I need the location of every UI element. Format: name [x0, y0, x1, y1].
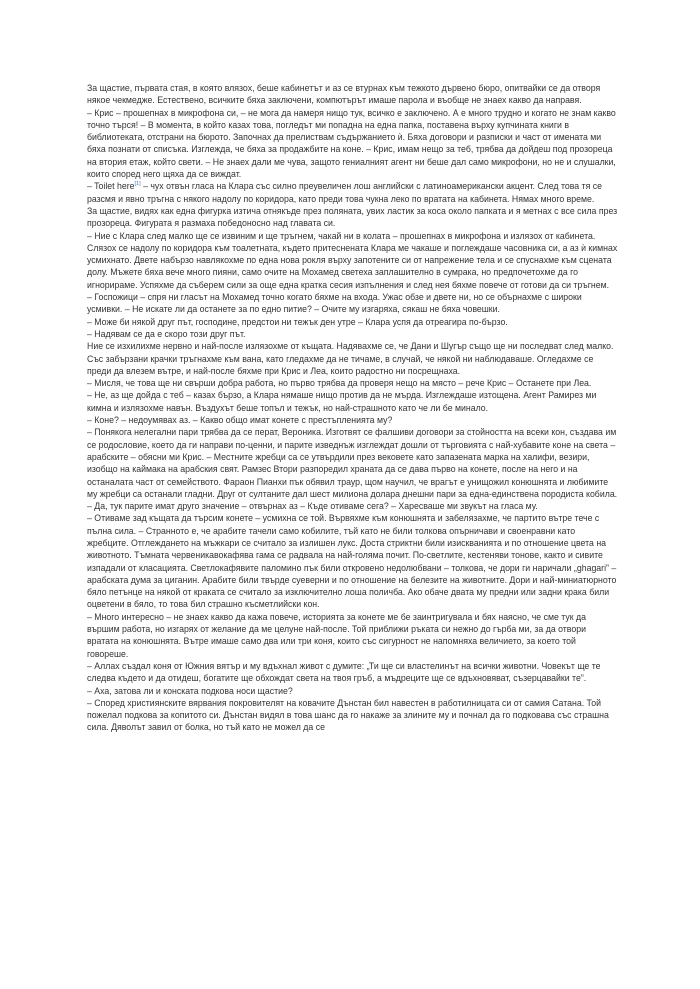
paragraph-1: За щастие, първата стая, в която влязох, беше кабинетът и аз се втурнах към тежкото дървено бюро, опитвайки се да отворя някое чекмедже. Естествено, всичките бяха заключени, компютърът имаше парола и въобще не знаех какво да направя.	[87, 83, 601, 106]
paragraph-16: – Много интересно – не знаех какво да кажа повече, историята за конете ме бе заинтригувала и бях наясно, че сме тук да вършим работа, но изгарях от желание да ме целуне най-после. Той приближи ръката си нежно до гърба ми, за да отвори вратата на конюшнята. Вътре имаше само два или три коня, които със сигурност не напомняха величието, за което той говореше.	[87, 611, 586, 659]
paragraph-11: – Не, аз ще дойда с теб – казах бързо, а Клара нямаше нищо против да не мърда. Изглеждаше изтощена. Агент Рамирез ми кимна и излязохме навън. Въздухът беше топъл и тежък, но най-страшното като че ли бе минало.	[87, 390, 597, 413]
paragraph-8: – Надявам се да е скоро този друг път.	[87, 328, 246, 339]
paragraph-9: Ние се изхилихме нервно и най-после излязохме от къщата. Надявахме се, че Дани и Шугър също ще ни последват след малко. Със забързани крачки тръгнахме към вана, като гледахме да не тичаме, в случай, че някой ни наблюдаваше. Огледахме се преди да влезем вътре, и най-после бяхме при Крис и Леа, които радостно ни посрещнаха.	[87, 341, 614, 376]
paragraph-10: – Мисля, че това ще ни свърши добра работа, но първо трябва да проверя нещо на място – рече Крис – Останете при Леа.	[87, 378, 592, 389]
paragraph-12: – Коне? – недоумявах аз. – Какво общо имат конете с престъпленията му?	[87, 415, 393, 426]
paragraph-18: – Аха, затова ли и конската подкова носи щастие?	[87, 685, 293, 696]
paragraph-7: – Може би някой друг път, господине, предстои ни тежък ден утре – Клара успя да отреагира по-бързо.	[87, 316, 508, 327]
paragraph-2: – Крис – прошепнах в микрофона си, – не мога да намеря нищо тук, всичко е заключено. А е много трудно и когато не знам какво точно търся! – В момента, в който казах това, погледът ми попадна на една папка, поставена върху купчината книги в библиотеката, отстрани на бюрото. Започнах да прелиствам съдържанието ѝ. Бяха договори и разписки и част от имената ми бяха познати от списъка. Изглежда, че бяха за продажбите на коне. – Крис, имам нещо за теб, трябва да дойдеш под прозореца на втория етаж, който свети. – Не знаех дали ме чува, защото гениалният агент ни беше дал само микрофони, но не и слушалки, които според него щяха да се виждат.	[87, 107, 616, 180]
paragraph-13: – Понякога нелегални пари трябва да се перат, Вероника. Изготвят се фалшиви договори за стойността на всеки кон, създава им се родословие, което да ги направи по-ценни, и парите изведнъж изглеждат дошли от търговията с най-хубавите коне на света – арабските – обясни ми Крис. – Местните жребци са се утвърдили през вековете като запазената марка на халифи, везири, изобщо на каймака на арабския свят. Рамзес Втори разпоредил храната да се дава първо на конете, после на него и на останалата част от семейството. Фараон Пианхи пък обявил траур, щом научил, че врагът е унищожил конюшнята и любимите му жребци са останали гладни. Друг от султаните дал шест милиона долара днешни пари за една-единствена породиста кобила.	[87, 427, 618, 499]
footnote-ref-link[interactable]: [1]	[134, 181, 141, 188]
paragraph-3-lead: – Toilet here	[87, 181, 135, 192]
paragraph-4: За щастие, видях как една фигурка изтича отнякъде през поляната, увих ластик за коса около папката и я метнах с все сила през прозореца. Фигурата я размаха победоносно над главата си.	[87, 205, 618, 229]
paragraph-5: – Ние с Клара след малко ще се извиним и ще тръгнем, чакай ни в колата – прошепнах в микрофона и излязох от кабинета. Слязох се надолу по коридора към тоалетната, където притеснената Клара ме чакаше и поглеждаше часовника си, а аз ѝ кимнах усмихнато. Двете набързо навлякохме по една нова рокля върху запотените си от напрежение тела и се спуснахме към сцената долу. Мъжете бяха вече много пияни, само очите на Мохамед светеха заплашително в сумрака, но предпочетохме да го игнорираме. Успяхме да съберем сили за още една кратка сесия изпълнения и след нея бяхме повече от готови да си тръгнем.	[87, 230, 618, 290]
paragraph-19: – Според християнските вярвания покровителят на ковачите Дънстан бил навестен в работилницата си от самия Сатана. Той пожелал подкова за копитото си. Дънстан видял в това шанс да го накаже за злините му и почнал да го подковава със страшна сила. Дяволът завил от болка, но тъй като не можел да се	[87, 697, 609, 733]
paragraph-6: – Госпожици – спря ни гласът на Мохамед точно когато бяхме на входа. Ужас обзе и двете ни, но се обърнахме с широки усмивки. – Не искате ли да останете за по едно питие? – Очите му изгаряха, сякаш не бяха човешки.	[87, 292, 582, 315]
document-page	[87, 82, 619, 734]
paragraph-3	[87, 180, 619, 205]
paragraph-14: – Да, тук парите имат друго значение – отвърнах аз – Къде отиваме сега? – Харесваше ми звукът на гласа му.	[87, 501, 538, 512]
paragraph-15: – Отиваме зад къщата да търсим конете – усмихна се той. Вървяхме към конюшнята и забелязахме, че партито вътре тече с пълна сила. – Странното е, че арабите тачели само кобилите, тъй като не били толкова опърничави и своенравни като жребците. Отглеждането на мъжкари се считало за излишен лукс. Доста стриктни били изискванията и по отношение цвета на животното. Тъмната червеникавокафява гама се радвала на най-голяма почит. По-светлите, кестеняви тонове, както и сивите изпадали от класацията. Светлокафявите паломино пък били откровено недолюбвани – толкова, че дори ги наричали „ghagari” – арабската дума за циганин. Арабите били твърде суеверни и по отношение на белезите на животните. Дори и най-миниатюрното бяло петънце на някой от краката се считало за изключително лоша поличба. Ако обаче двата му предни или задни крака били оцветени в бяло, то това бил страшно късметлийски кон.	[87, 513, 617, 610]
paragraph-17: – Аллах създал коня от Южния вятър и му вдъхнал живот с думите: „Ти ще си властелинът на всички животни. Човекът ще те следва където и да отидеш, богатите ще обхождат света на твоя гръб, а мъдреците ще се вдъхновяват, съзерцавайки те”.	[87, 660, 601, 684]
paragraph-3-rest: – чух отвън гласа на Клара със силно преувеличен лош английски с латиноамерикански акцент. След това тя се разсмя и явно тръгна с някого надолу по коридора, като преди това чукна леко по вратата на кабинета. Нямах много време.	[87, 181, 603, 204]
